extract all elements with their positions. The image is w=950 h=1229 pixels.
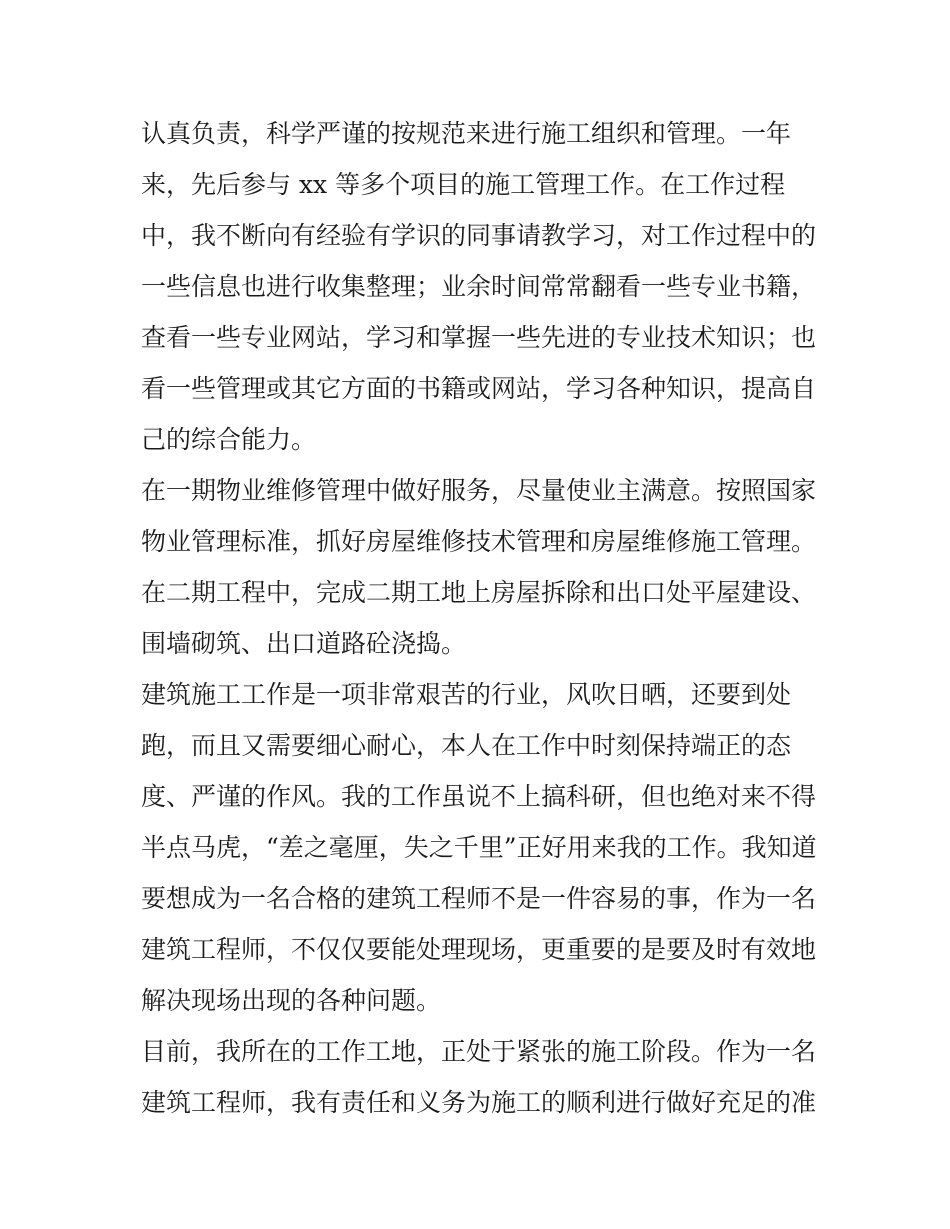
paragraph-1: [141, 108, 821, 465]
text-line: 围墙砌筑、出口道路砼浇捣。: [141, 629, 467, 658]
text-line: 来，先后参与 xx 等多个项目的施工管理工作。在工作过程: [141, 170, 786, 199]
paragraph-2: [141, 465, 821, 669]
text-line: 在二期工程中，完成二期工地上房屋拆除和出口处平屋建设、: [141, 578, 817, 607]
text-line: 一些信息也进行收集整理；业余时间常常翻看一些专业书籍，: [141, 272, 817, 301]
text-line: 目前，我所在的工作工地，正处于紧张的施工阶段。作为一名: [141, 1037, 817, 1066]
text-line: 在一期物业维修管理中做好服务，尽量使业主满意。按照国家: [141, 476, 817, 505]
text-line: 建筑施工工作是一项非常艰苦的行业，风吹日晒，还要到处: [141, 680, 792, 709]
text-line: 跑，而且又需要细心耐心，本人在工作中时刻保持端正的态: [141, 731, 792, 760]
text-line: 物业管理标准，抓好房屋维修技术管理和房屋维修施工管理。: [141, 527, 817, 556]
text-line: 建筑工程师，我有责任和义务为施工的顺利进行做好充足的准: [141, 1088, 817, 1117]
paragraph-4: [141, 1026, 821, 1128]
text-line: 要想成为一名合格的建筑工程师不是一件容易的事，作为一名: [141, 884, 817, 913]
text-line: 看一些管理或其它方面的书籍或网站，学习各种知识，提高自: [141, 374, 817, 403]
text-line: 度、严谨的作风。我的工作虽说不上搞科研，但也绝对来不得: [141, 782, 817, 811]
text-line: 建筑工程师，不仅仅要能处理现场，更重要的是要及时有效地: [141, 935, 817, 964]
document-body: [141, 108, 821, 1128]
text-line: 认真负责，科学严谨的按规范来进行施工组织和管理。一年: [141, 119, 792, 148]
text-line: 解决现场出现的各种问题。: [141, 986, 442, 1015]
text-line: 半点马虎，“差之毫厘，失之千里”正好用来我的工作。我知道: [141, 833, 817, 862]
text-line: 中，我不断向有经验有学识的同事请教学习，对工作过程中的: [141, 221, 817, 250]
text-line: 己的综合能力。: [141, 425, 317, 454]
text-line: 查看一些专业网站，学习和掌握一些先进的专业技术知识；也: [141, 323, 817, 352]
paragraph-3: [141, 669, 821, 1026]
